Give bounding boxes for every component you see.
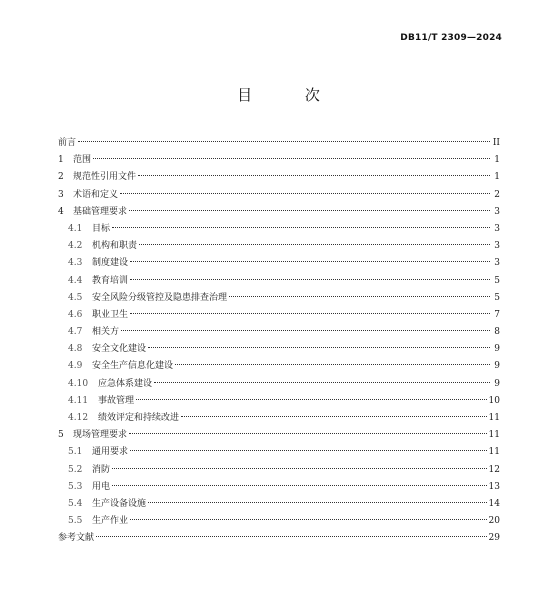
dot-leader (93, 158, 490, 159)
toc-entry[interactable] (58, 410, 500, 427)
dot-leader (138, 175, 490, 176)
toc-entry-page-number: 9 (494, 378, 500, 389)
toc-entry[interactable] (58, 376, 500, 393)
toc-entry-number: 5.4 (68, 498, 83, 509)
toc-entry[interactable] (58, 393, 500, 410)
toc-entry[interactable] (58, 169, 500, 186)
toc-entry-number: 5.1 (68, 447, 83, 458)
toc-entry-page-number: 3 (494, 258, 500, 269)
toc-entry-number: 5.3 (68, 481, 83, 492)
toc-entry-number: 5.5 (68, 516, 83, 527)
toc-entry-label: 目标 (92, 223, 111, 234)
toc-entry-page-number: 5 (494, 275, 500, 286)
toc-entry-page-number: 9 (494, 344, 500, 355)
toc-entry-label: 相关方 (92, 327, 120, 338)
toc-entry-label: 应急体系建设 (98, 378, 153, 389)
toc-entry-number: 3 (58, 189, 64, 200)
toc-entry[interactable] (58, 255, 500, 272)
toc-title: 目 次 (237, 86, 344, 104)
toc-entry-label: 用电 (92, 481, 111, 492)
toc-entry-page-number: 14 (488, 498, 500, 509)
toc-entry-label: 消防 (92, 464, 111, 475)
toc-entry-number: 4.12 (68, 413, 89, 423)
toc-entry[interactable] (58, 307, 500, 324)
toc-entry-label: 机构和职责 (92, 241, 138, 252)
dot-leader (96, 536, 487, 537)
toc-entry[interactable] (58, 324, 500, 341)
toc-entry[interactable] (58, 290, 500, 307)
toc-entry[interactable] (58, 513, 500, 530)
toc-entry-label: 制度建设 (92, 258, 129, 269)
toc-entry-page-number: 13 (488, 481, 500, 492)
dot-leader (136, 399, 487, 400)
toc-entry-label: 生产设备设施 (92, 498, 147, 509)
toc-entry-page-number: 5 (494, 292, 500, 303)
toc-entry[interactable] (58, 238, 500, 255)
toc-entry[interactable] (58, 479, 500, 496)
toc-entry-page-number: 1 (494, 155, 500, 166)
toc-entry[interactable] (58, 204, 500, 221)
toc-entry[interactable] (58, 462, 500, 479)
table-of-contents (58, 135, 500, 548)
toc-entry-page-number: 2 (494, 189, 500, 200)
dot-leader (130, 450, 487, 451)
toc-entry-page-number: 11 (488, 413, 500, 423)
toc-entry-number: 4.3 (68, 258, 83, 269)
dot-leader (148, 502, 487, 503)
toc-entry[interactable] (58, 273, 500, 290)
toc-entry-page-number: 3 (494, 223, 500, 234)
toc-entry-number: 4.5 (68, 292, 83, 303)
toc-entry[interactable] (58, 221, 500, 238)
toc-entry-page-number: 10 (488, 395, 500, 406)
dot-leader (78, 141, 490, 142)
toc-entry-number: 4.7 (68, 327, 83, 338)
toc-entry-page-number: 20 (488, 516, 500, 527)
toc-entry-label: 事故管理 (98, 395, 135, 406)
dot-leader (139, 244, 490, 245)
toc-entry-number: 4.11 (68, 395, 89, 406)
toc-entry-page-number: 1 (494, 172, 500, 183)
toc-entry-label: 通用要求 (92, 447, 129, 458)
toc-entry-number: 4.10 (68, 378, 89, 389)
dot-leader (112, 227, 490, 228)
toc-entry-label: 规范性引用文件 (73, 172, 137, 183)
toc-entry-label: 职业卫生 (92, 309, 129, 320)
toc-entry-number: 4.4 (68, 275, 83, 286)
toc-entry[interactable] (58, 341, 500, 358)
toc-entry[interactable] (58, 496, 500, 513)
dot-leader (130, 261, 490, 262)
toc-entry-number: 2 (58, 172, 64, 183)
dot-leader (130, 313, 490, 314)
toc-entry-number: 4.9 (68, 361, 83, 372)
toc-entry[interactable] (58, 444, 500, 461)
toc-entry-number: 5 (58, 430, 64, 441)
toc-entry-page-number: 9 (494, 361, 500, 372)
toc-entry-number: 4 (58, 206, 64, 217)
toc-entry[interactable] (58, 358, 500, 375)
toc-entry-page-number: 8 (494, 327, 500, 338)
toc-entry-label: 绩效评定和持续改进 (98, 413, 180, 423)
dot-leader (129, 210, 490, 211)
toc-entry-page-number: 3 (494, 206, 500, 217)
dot-leader (120, 193, 490, 194)
toc-entry-label: 基础管理要求 (73, 206, 128, 217)
toc-entry-label: 生产作业 (92, 516, 129, 527)
toc-entry-page-number: 11 (488, 430, 500, 441)
toc-entry-page-number: 11 (488, 447, 500, 458)
dot-leader (154, 382, 490, 383)
toc-entry-number: 4.6 (68, 309, 83, 320)
toc-entry-page-number: 7 (494, 309, 500, 320)
toc-entry-page-number: 3 (494, 241, 500, 252)
dot-leader (229, 296, 490, 297)
toc-entry[interactable] (58, 530, 500, 547)
toc-entry-label: 现场管理要求 (73, 430, 128, 441)
toc-entry[interactable] (58, 187, 500, 204)
toc-entry-page-number: 29 (488, 533, 500, 544)
toc-entry-label: 教育培训 (92, 275, 129, 286)
dot-leader (130, 279, 490, 280)
dot-leader (175, 364, 490, 365)
toc-entry-label: 安全风险分级管控及隐患排查治理 (92, 292, 228, 303)
toc-entry-page-number: II (492, 138, 500, 148)
toc-entry[interactable] (58, 427, 500, 444)
toc-entry-number: 4.1 (68, 223, 83, 234)
toc-entry-number: 4.2 (68, 241, 83, 252)
dot-leader (112, 485, 487, 486)
toc-entry-label: 参考文献 (58, 533, 95, 544)
toc-entry-label: 前言 (58, 138, 77, 148)
dot-leader (148, 347, 490, 348)
dot-leader (121, 330, 490, 331)
standard-code: DB11/T 2309—2024 (400, 33, 502, 43)
toc-entry[interactable] (58, 135, 500, 152)
toc-entry-label: 术语和定义 (73, 189, 119, 200)
toc-entry-label: 安全生产信息化建设 (92, 361, 174, 372)
toc-entry-number: 1 (58, 155, 64, 166)
toc-entry-label: 安全文化建设 (92, 344, 147, 355)
toc-entry-number: 4.8 (68, 344, 83, 355)
toc-entry[interactable] (58, 152, 500, 169)
dot-leader (181, 416, 487, 417)
dot-leader (112, 468, 487, 469)
toc-entry-number: 5.2 (68, 464, 83, 475)
dot-leader (130, 519, 487, 520)
toc-entry-page-number: 12 (488, 464, 500, 475)
toc-entry-label: 范围 (73, 155, 92, 166)
dot-leader (129, 433, 487, 434)
